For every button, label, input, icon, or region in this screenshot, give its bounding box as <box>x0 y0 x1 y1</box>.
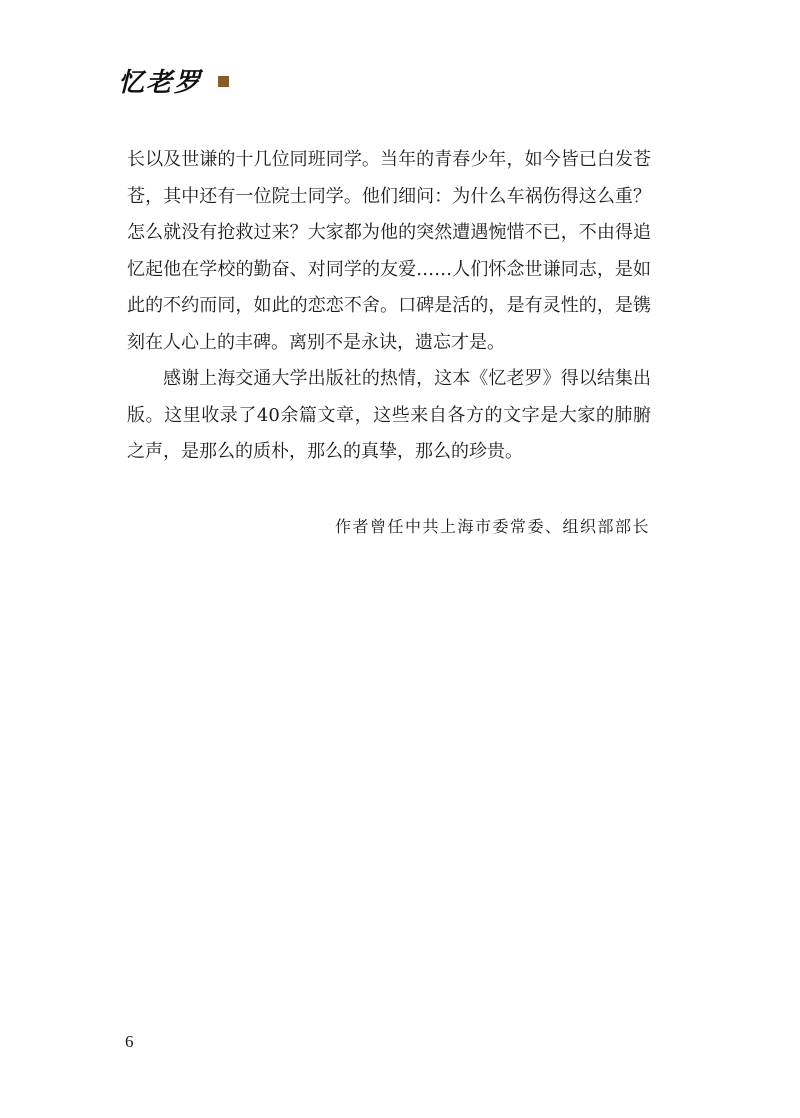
author-signature: 作者曾任中共上海市委常委、组织部部长 <box>334 517 650 536</box>
running-header <box>118 62 229 99</box>
page-number: 6 <box>125 1032 134 1051</box>
paragraph-acknowledgement: 感谢上海交通大学出版社的热情，这本《忆老罗》得以结集出版。这里收录了40余篇文章，这些来自各方的文字是大家的肺腑之声，是那么的质朴，那么的真挚，那么的珍贵。 <box>127 368 651 462</box>
running-title: 忆老罗 <box>118 68 203 98</box>
body-text <box>127 142 651 471</box>
square-icon <box>218 76 229 87</box>
paragraph-continued: 长以及世谦的十几位同班同学。当年的青春少年，如今皆已白发苍苍，其中还有一位院士同学。他们细问：为什么车祸伤得这么重？怎么就没有抢救过来？大家都为他的突然遭遇惋惜不已，不由得追忆起他在学校的勤奋、对同学的友爱……人们怀念世谦同志，是如此的不约而同，如此的恋恋不舍。口碑是活的，是有灵性的，是镌刻在人心上的丰碑。离别不是永诀，遗忘才是。 <box>127 149 651 353</box>
